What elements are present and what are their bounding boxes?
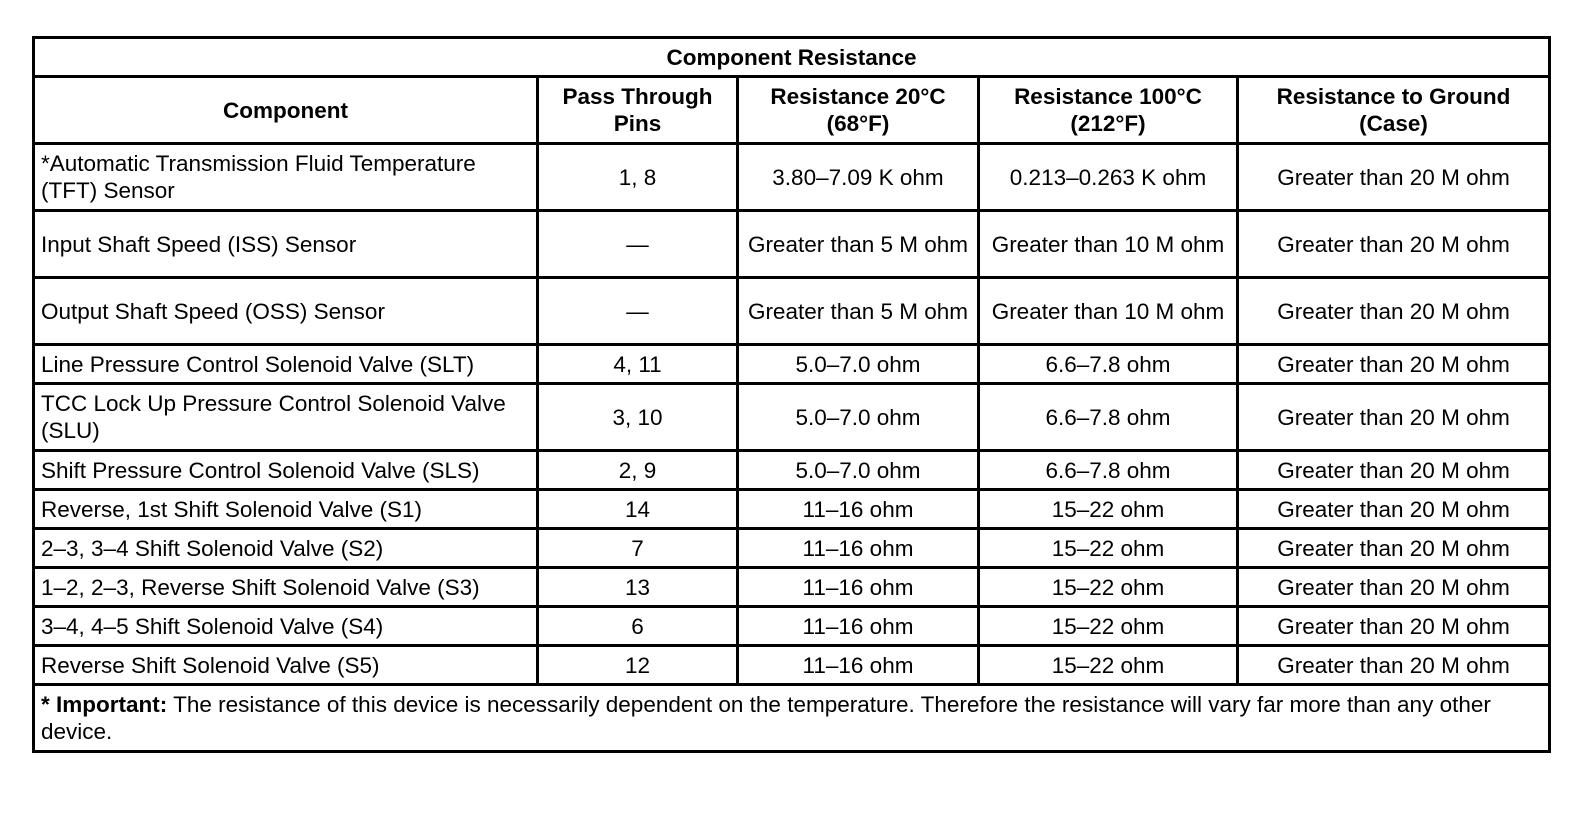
resistance-100c-cell: 15–22 ohm — [979, 646, 1238, 685]
table-row — [34, 278, 1550, 345]
pins-cell: 13 — [538, 568, 738, 607]
pins-cell: 12 — [538, 646, 738, 685]
component-cell: 3–4, 4–5 Shift Solenoid Valve (S4) — [34, 607, 538, 646]
pins-cell: 14 — [538, 490, 738, 529]
resistance-100c-cell: 6.6–7.8 ohm — [979, 451, 1238, 490]
header-pass-through-pins: Pass Through Pins — [538, 77, 738, 144]
column-header-row — [34, 77, 1550, 144]
pins-cell: 1, 8 — [538, 144, 738, 211]
component-cell: Shift Pressure Control Solenoid Valve (SLS) — [34, 451, 538, 490]
component-cell: *Automatic Transmission Fluid Temperature (TFT) Sensor — [34, 144, 538, 211]
table-row — [34, 607, 1550, 646]
component-cell: Reverse Shift Solenoid Valve (S5) — [34, 646, 538, 685]
component-cell: Reverse, 1st Shift Solenoid Valve (S1) — [34, 490, 538, 529]
pins-cell: 7 — [538, 529, 738, 568]
resistance-ground-cell: Greater than 20 M ohm — [1238, 451, 1550, 490]
resistance-ground-cell: Greater than 20 M ohm — [1238, 646, 1550, 685]
resistance-ground-cell: Greater than 20 M ohm — [1238, 384, 1550, 451]
header-component: Component — [34, 77, 538, 144]
table-title: Component Resistance — [34, 38, 1550, 77]
important-text: The resistance of this device is necessarily dependent on the temperature. Therefore the resistance will vary far more than any other device. — [41, 692, 1491, 744]
pins-cell: — — [538, 278, 738, 345]
table-row — [34, 529, 1550, 568]
important-label: * Important: — [41, 692, 168, 717]
table-row — [34, 490, 1550, 529]
table-row — [34, 144, 1550, 211]
resistance-ground-cell: Greater than 20 M ohm — [1238, 607, 1550, 646]
pins-cell: 3, 10 — [538, 384, 738, 451]
resistance-100c-cell: 6.6–7.8 ohm — [979, 345, 1238, 384]
resistance-100c-cell: 15–22 ohm — [979, 529, 1238, 568]
table-row — [34, 345, 1550, 384]
resistance-ground-cell: Greater than 20 M ohm — [1238, 211, 1550, 278]
resistance-100c-cell: 15–22 ohm — [979, 607, 1238, 646]
resistance-20c-cell: 11–16 ohm — [738, 646, 979, 685]
resistance-100c-cell: 15–22 ohm — [979, 568, 1238, 607]
resistance-100c-cell: 0.213–0.263 K ohm — [979, 144, 1238, 211]
component-resistance-table — [32, 36, 1551, 753]
table-row — [34, 211, 1550, 278]
resistance-100c-cell: 6.6–7.8 ohm — [979, 384, 1238, 451]
pins-cell: — — [538, 211, 738, 278]
resistance-ground-cell: Greater than 20 M ohm — [1238, 278, 1550, 345]
resistance-ground-cell: Greater than 20 M ohm — [1238, 144, 1550, 211]
resistance-20c-cell: 5.0–7.0 ohm — [738, 384, 979, 451]
resistance-20c-cell: 5.0–7.0 ohm — [738, 451, 979, 490]
note-row — [34, 685, 1550, 752]
resistance-20c-cell: 11–16 ohm — [738, 490, 979, 529]
table-title-row — [34, 38, 1550, 77]
table-row — [34, 646, 1550, 685]
resistance-100c-cell: 15–22 ohm — [979, 490, 1238, 529]
important-note — [34, 685, 1550, 752]
component-cell: 2–3, 3–4 Shift Solenoid Valve (S2) — [34, 529, 538, 568]
resistance-ground-cell: Greater than 20 M ohm — [1238, 529, 1550, 568]
resistance-20c-cell: Greater than 5 M ohm — [738, 211, 979, 278]
table-row — [34, 568, 1550, 607]
pins-cell: 6 — [538, 607, 738, 646]
pins-cell: 2, 9 — [538, 451, 738, 490]
resistance-ground-cell: Greater than 20 M ohm — [1238, 568, 1550, 607]
component-cell: 1–2, 2–3, Reverse Shift Solenoid Valve (S3) — [34, 568, 538, 607]
resistance-20c-cell: 11–16 ohm — [738, 607, 979, 646]
resistance-100c-cell: Greater than 10 M ohm — [979, 211, 1238, 278]
header-resistance-to-ground: Resistance to Ground (Case) — [1238, 77, 1550, 144]
resistance-ground-cell: Greater than 20 M ohm — [1238, 345, 1550, 384]
resistance-20c-cell: 11–16 ohm — [738, 529, 979, 568]
table-row — [34, 451, 1550, 490]
component-cell: Line Pressure Control Solenoid Valve (SLT) — [34, 345, 538, 384]
resistance-100c-cell: Greater than 10 M ohm — [979, 278, 1238, 345]
component-cell: Output Shaft Speed (OSS) Sensor — [34, 278, 538, 345]
header-resistance-100c: Resistance 100°C (212°F) — [979, 77, 1238, 144]
resistance-20c-cell: 5.0–7.0 ohm — [738, 345, 979, 384]
component-cell: Input Shaft Speed (ISS) Sensor — [34, 211, 538, 278]
resistance-20c-cell: Greater than 5 M ohm — [738, 278, 979, 345]
pins-cell: 4, 11 — [538, 345, 738, 384]
header-resistance-20c: Resistance 20°C (68°F) — [738, 77, 979, 144]
resistance-ground-cell: Greater than 20 M ohm — [1238, 490, 1550, 529]
resistance-20c-cell: 3.80–7.09 K ohm — [738, 144, 979, 211]
component-cell: TCC Lock Up Pressure Control Solenoid Valve (SLU) — [34, 384, 538, 451]
resistance-20c-cell: 11–16 ohm — [738, 568, 979, 607]
table-row — [34, 384, 1550, 451]
